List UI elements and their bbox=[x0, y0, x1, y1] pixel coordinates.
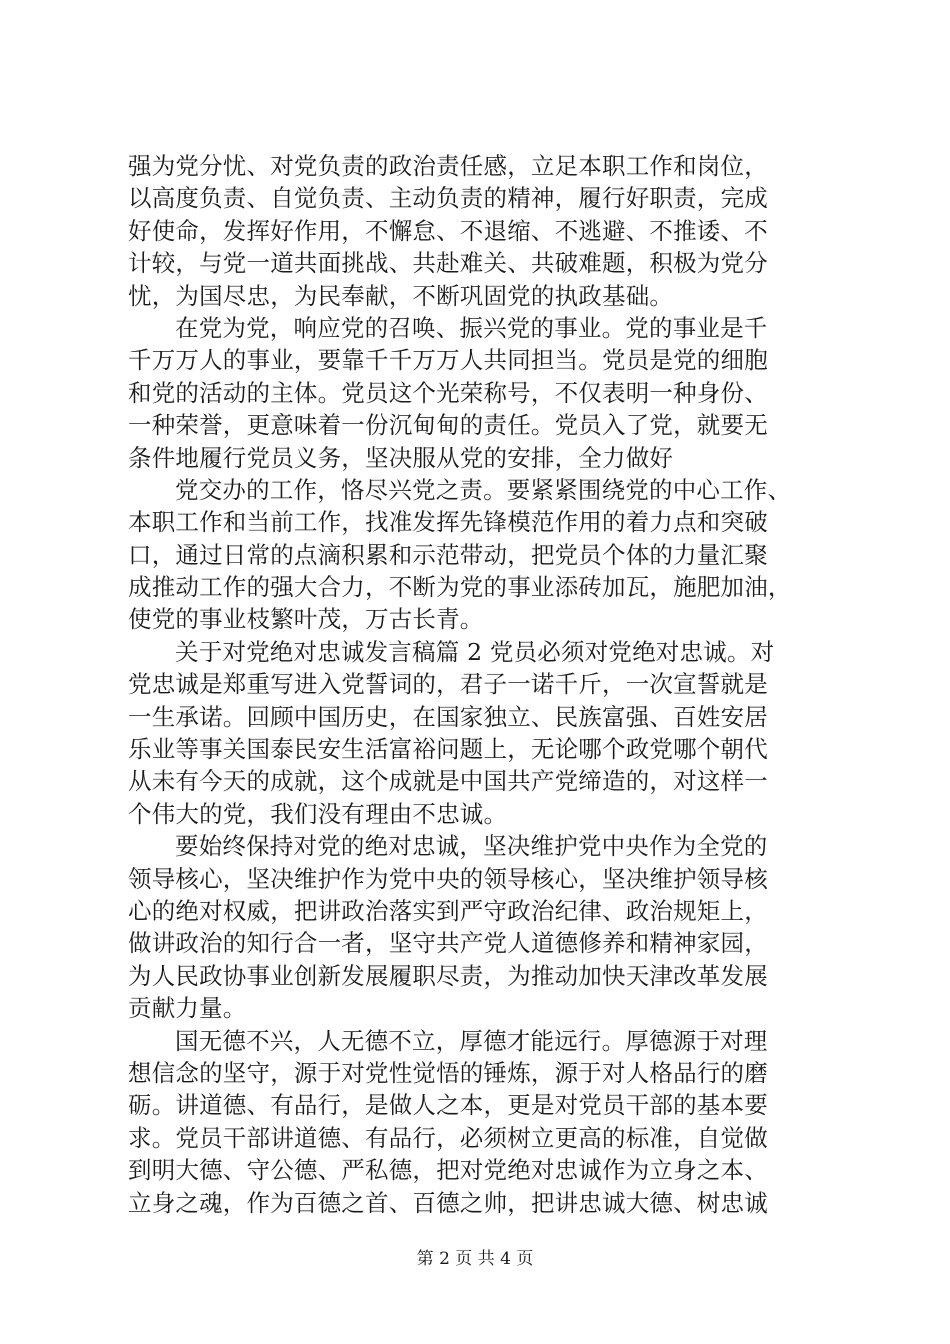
text-line: 口，通过日常的点滴积累和示范带动，把党员个体的力量汇聚 bbox=[128, 540, 768, 569]
text-line: 乐业等事关国泰民安生活富裕问题上，无论哪个政党哪个朝代 bbox=[128, 735, 768, 764]
paragraph-first-line: 在党为党，响应党的召唤、振兴党的事业。党的事业是千 bbox=[175, 313, 768, 342]
text-line: 个伟大的党，我们没有理由不忠诚。 bbox=[128, 799, 508, 828]
text-line: 忧，为国尽忠，为民奉献，不断巩固党的执政基础。 bbox=[128, 281, 674, 310]
paragraph-first-line: 要始终保持对党的绝对忠诚，坚决维护党中央作为全党的 bbox=[175, 832, 768, 861]
text-line: 好使命，发挥好作用，不懈怠、不退缩、不逃避、不推诿、不 bbox=[128, 216, 768, 245]
text-line: 到明大德、守公德、严私德，把对党绝对忠诚作为立身之本、 bbox=[128, 1156, 768, 1185]
text-line: 计较，与党一道共面挑战、共赴难关、共破难题，积极为党分 bbox=[128, 249, 768, 278]
text-line: 一种荣誉，更意味着一份沉甸甸的责任。党员入了党，就要无 bbox=[128, 411, 768, 440]
text-line: 立身之魂，作为百德之首、百德之帅，把讲忠诚大德、树忠诚 bbox=[128, 1188, 768, 1217]
text-line: 从未有今天的成就，这个成就是中国共产党缔造的，对这样一 bbox=[128, 767, 768, 796]
text-line: 党忠诚是郑重写进入党誓词的，君子一诺千斤，一次宣誓就是 bbox=[128, 670, 768, 699]
text-line: 一生承诺。回顾中国历史，在国家独立、民族富强、百姓安居 bbox=[128, 702, 768, 731]
text-line: 使党的事业枝繁叶茂，万古长青。 bbox=[128, 605, 484, 634]
text-line: 求。党员干部讲道德、有品行，必须树立更高的标准，自觉做 bbox=[128, 1123, 768, 1152]
text-line: 做讲政治的知行合一者，坚守共产党人道德修养和精神家园， bbox=[128, 929, 768, 958]
text-line: 千万万人的事业，要靠千千万万人共同担当。党员是党的细胞 bbox=[128, 346, 768, 375]
text-line: 为人民政协事业创新发展履职尽责，为推动加快天津改革发展 bbox=[128, 961, 768, 990]
text-line: 领导核心，坚决维护作为党中央的领导核心，坚决维护领导核 bbox=[128, 864, 768, 893]
text-line: 本职工作和当前工作，找准发挥先锋模范作用的着力点和突破 bbox=[128, 508, 768, 537]
text-line: 成推动工作的强大合力，不断为党的事业添砖加瓦，施肥加油， bbox=[128, 573, 792, 602]
text-line: 砺。讲道德、有品行，是做人之本，更是对党员干部的基本要 bbox=[128, 1091, 768, 1120]
text-line: 以高度负责、自觉负责、主动负责的精神，履行好职责，完成 bbox=[128, 184, 768, 213]
paragraph-first-line: 党交办的工作，恪尽兴党之责。要紧紧围绕党的中心工作、 bbox=[175, 475, 792, 504]
text-line: 条件地履行党员义务，坚决服从党的安排，全力做好 bbox=[128, 443, 674, 472]
text-line: 贡献力量。 bbox=[128, 994, 247, 1023]
paragraph-first-line: 关于对党绝对忠诚发言稿篇 2 党员必须对党绝对忠诚。对 bbox=[175, 637, 775, 666]
paragraph-first-line: 国无德不兴，人无德不立，厚德才能远行。厚德源于对理 bbox=[175, 1026, 768, 1055]
text-line: 想信念的坚守，源于对党性觉悟的锤炼，源于对人格品行的磨 bbox=[128, 1058, 768, 1087]
text-line: 强为党分忧、对党负责的政治责任感，立足本职工作和岗位， bbox=[128, 152, 768, 180]
text-line: 和党的活动的主体。党员这个光荣称号，不仅表明一种身份、 bbox=[128, 378, 768, 407]
text-line: 心的绝对权威，把讲政治落实到严守政治纪律、政治规矩上， bbox=[128, 896, 768, 925]
document-body bbox=[128, 150, 828, 1219]
page-number-footer: 第 2 页 共 4 页 bbox=[416, 1249, 534, 1269]
